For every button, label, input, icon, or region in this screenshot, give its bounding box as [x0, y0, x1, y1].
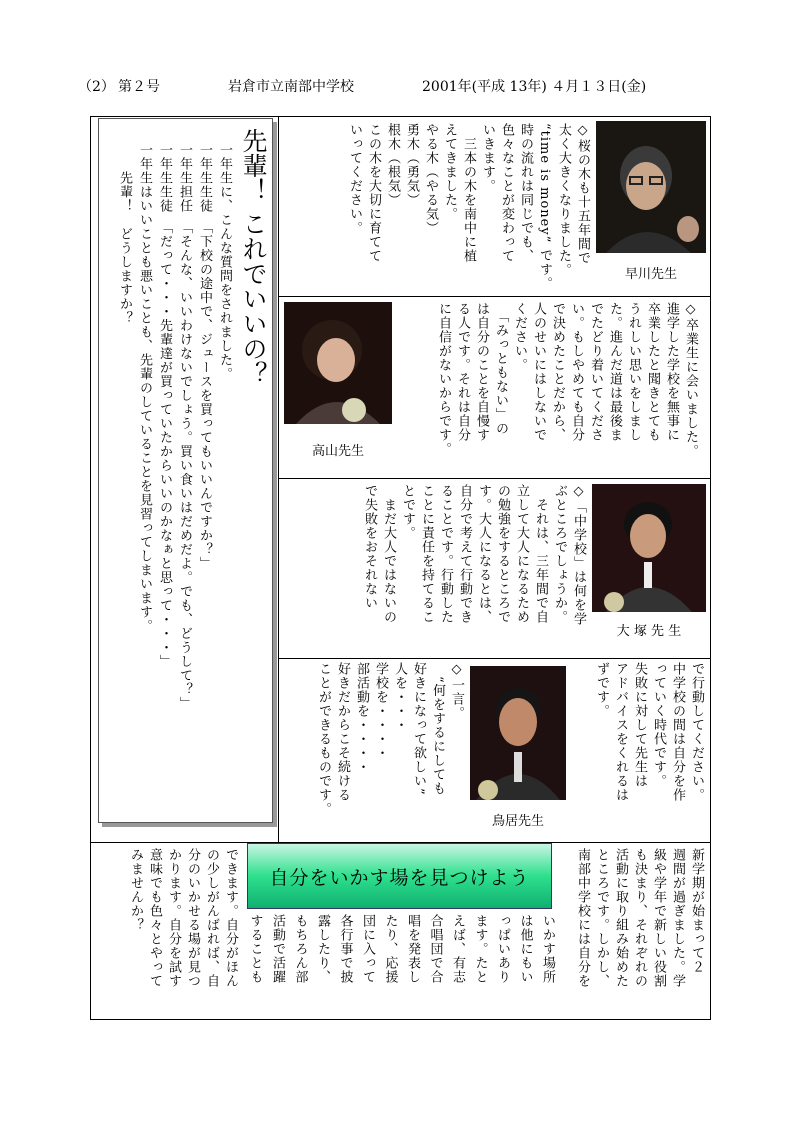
- text-line: も決まり、それぞれの: [632, 848, 647, 988]
- text-line: 新学期が始まって２: [689, 848, 704, 974]
- text-line: 卒業したと聞きとても: [645, 302, 660, 442]
- text-line: ◇「中学校」は何を学: [571, 484, 586, 626]
- teacher-text-torii: [310, 662, 466, 837]
- text-line: できます。自分がほん: [223, 848, 238, 988]
- text-line: で決めたことだから、: [550, 302, 565, 442]
- text-line: でたどり着いてくださ: [588, 302, 603, 442]
- teacher-photo-otsuka: [592, 484, 706, 612]
- feature-line: 先輩！ どうしますか？: [117, 143, 132, 325]
- teacher-photo-torii: [470, 666, 566, 800]
- text-line: いかす場所: [540, 914, 555, 984]
- feature-line: 一年生に、こんな質問をされました。: [217, 143, 232, 381]
- text-line: に自信がないからです。: [436, 302, 451, 456]
- text-line: みませんか？: [128, 848, 143, 932]
- text-line: 週間が過ぎました。学: [670, 848, 685, 988]
- text-line: それは、三年間で自: [533, 484, 548, 624]
- text-line: 太く大きくなりました。: [556, 123, 571, 277]
- text-line: うれしい思いをしまし: [626, 302, 641, 442]
- text-line: この木を大切に育てて: [366, 123, 381, 263]
- text-line: 唱を発表し: [405, 914, 420, 984]
- text-line: た。進んだ道は最後ま: [607, 302, 622, 442]
- text-line: “time is money” です。: [537, 123, 552, 291]
- row-divider-3: [278, 658, 710, 659]
- column-divider: [278, 117, 279, 842]
- text-line: 中学校の間は自分を作: [670, 662, 685, 802]
- text-line: えば、有志: [450, 914, 465, 984]
- text-line: は他にもい: [517, 914, 533, 984]
- feature-title: 先輩！ これでいいの？: [239, 128, 268, 386]
- text-line: もちろん部: [292, 914, 308, 984]
- text-line: 級や学年で新しい役割: [651, 848, 666, 988]
- text-line: えてきました。: [442, 123, 457, 221]
- text-line: 自分で考えて行動でき: [457, 484, 472, 624]
- row-divider-1: [278, 296, 710, 297]
- text-line: 合唱団で合: [427, 914, 443, 984]
- bottom-text-intro: [568, 848, 706, 1016]
- text-line: 学校を・・・・: [373, 662, 388, 760]
- teacher-text-otsuka: [316, 484, 588, 654]
- text-line: ることです。行動した: [438, 484, 453, 624]
- text-line: ことができるものです。: [316, 662, 331, 816]
- teacher-text-takayama: [398, 302, 700, 474]
- feature-line: 一年生生徒 「下校の途中で、ジュースを買ってもいいんですか？」: [197, 143, 212, 571]
- text-line: 団に入って: [360, 914, 375, 984]
- teacher-photo-hayakawa: [596, 121, 706, 253]
- school-name: 岩倉市立南部中学校: [228, 79, 354, 95]
- text-line: の勉強をするところで: [495, 484, 510, 624]
- text-line: 部活動を・・・・: [354, 662, 369, 774]
- teacher-name: 鳥居先生: [491, 814, 544, 829]
- text-line: 「みっともない」の: [493, 302, 508, 436]
- text-line: アドバイスをくれるは: [613, 662, 628, 802]
- text-line: で行動してください。: [689, 662, 704, 802]
- teacher-text-torii-continued: [570, 662, 706, 837]
- text-line: 各行事で披: [337, 914, 353, 984]
- text-line: す。大人になるとは、: [476, 484, 491, 624]
- feature-line: 一年生生徒 「だって・・・先輩達が買っていたからいいのかなぁと思って・・・」: [157, 143, 172, 669]
- text-line: 活動に取り組み始めた: [613, 848, 628, 988]
- teacher-name: 高山先生: [311, 444, 364, 459]
- page-number: （2）: [78, 79, 115, 95]
- text-line: 時の流れは同じでも、: [518, 123, 533, 263]
- text-line: ◇一言。: [449, 662, 464, 720]
- text-line: 勇木（勇気）: [404, 123, 419, 207]
- text-line: かります。自分を試す: [166, 848, 181, 988]
- text-line: 三本の木を南中に植: [461, 123, 476, 263]
- text-line: いきます。: [480, 123, 495, 193]
- text-line: ところです。しかし、: [594, 848, 609, 988]
- teacher-photo-takayama: [284, 302, 392, 424]
- text-line: の少しがんばれば、自: [204, 848, 219, 988]
- text-line: いってください。: [347, 123, 362, 235]
- text-line: ぶところでしょうか。: [552, 484, 567, 624]
- text-line: 活動で活躍: [270, 914, 285, 984]
- text-line: まだ大人ではないの: [381, 484, 396, 624]
- page-header: [78, 76, 718, 98]
- feature-body: [110, 143, 234, 813]
- issue-number: 第２号: [118, 79, 160, 95]
- text-line: 根木（根気）: [385, 123, 400, 207]
- text-line: ずです。: [594, 662, 609, 718]
- teacher-text-hayakawa: [312, 123, 592, 291]
- text-line: 意味でも色々とやって: [147, 848, 162, 988]
- text-line: る人です。それは自分: [455, 302, 470, 442]
- text-line: ます。たと: [472, 914, 488, 984]
- text-line: することも: [247, 914, 263, 984]
- text-line: とです。: [400, 484, 415, 540]
- teacher-name: 大 塚 先 生: [616, 624, 682, 639]
- text-line: ください。: [512, 302, 527, 372]
- headline-banner: 自分をいかす場を見つけよう: [247, 843, 552, 909]
- text-line: い。もしやめても自分: [569, 302, 584, 442]
- bottom-text-closing: [118, 848, 240, 1016]
- text-line: で失敗をおそれない: [362, 484, 377, 610]
- text-line: っぱいあり: [495, 914, 510, 984]
- text-line: 進学した学校を無事に: [664, 302, 679, 442]
- row-divider-2: [278, 478, 710, 479]
- text-line: 好きになって欲しい”: [411, 662, 426, 796]
- text-line: やる木（やる気）: [423, 123, 438, 235]
- text-line: 露したり、: [315, 914, 330, 984]
- issue-date: 2001年(平成 13年) ４月１３日(金): [422, 79, 647, 95]
- text-line: 立して大人になるため: [514, 484, 529, 624]
- text-line: 色々なことが変わって: [499, 123, 514, 263]
- text-line: 失敗に対して先生は: [632, 662, 647, 788]
- text-line: たり、応援: [382, 914, 398, 984]
- text-line: 南部中学校には自分を: [575, 848, 590, 988]
- feature-line: 一年生担任 「そんな、いいわけないでしょう。買い食いはだめだよ。でも、どうして？」: [177, 143, 192, 711]
- text-line: ◇桜の木も十五年間で: [575, 123, 590, 265]
- text-line: っていく時代です。: [651, 662, 666, 788]
- feature-line: 一年生はいいことも悪いことも、先輩のしていることを見習ってしまいます。: [137, 143, 152, 633]
- text-line: 好きだからこそ続ける: [335, 662, 350, 802]
- text-line: ことに責任を持てるこ: [419, 484, 434, 624]
- text-line: は自分のことを自慢す: [474, 302, 489, 442]
- text-line: 人を・・・: [392, 662, 407, 732]
- text-line: “何をするにしても: [430, 662, 445, 796]
- text-line: ◇卒業生に会いました。: [683, 302, 698, 458]
- text-line: 人のせいにはしないで: [531, 302, 546, 442]
- teacher-name: 早川先生: [624, 267, 677, 282]
- bottom-text-mid: [240, 914, 558, 1016]
- text-line: 分のいかせる場が見つ: [185, 848, 200, 988]
